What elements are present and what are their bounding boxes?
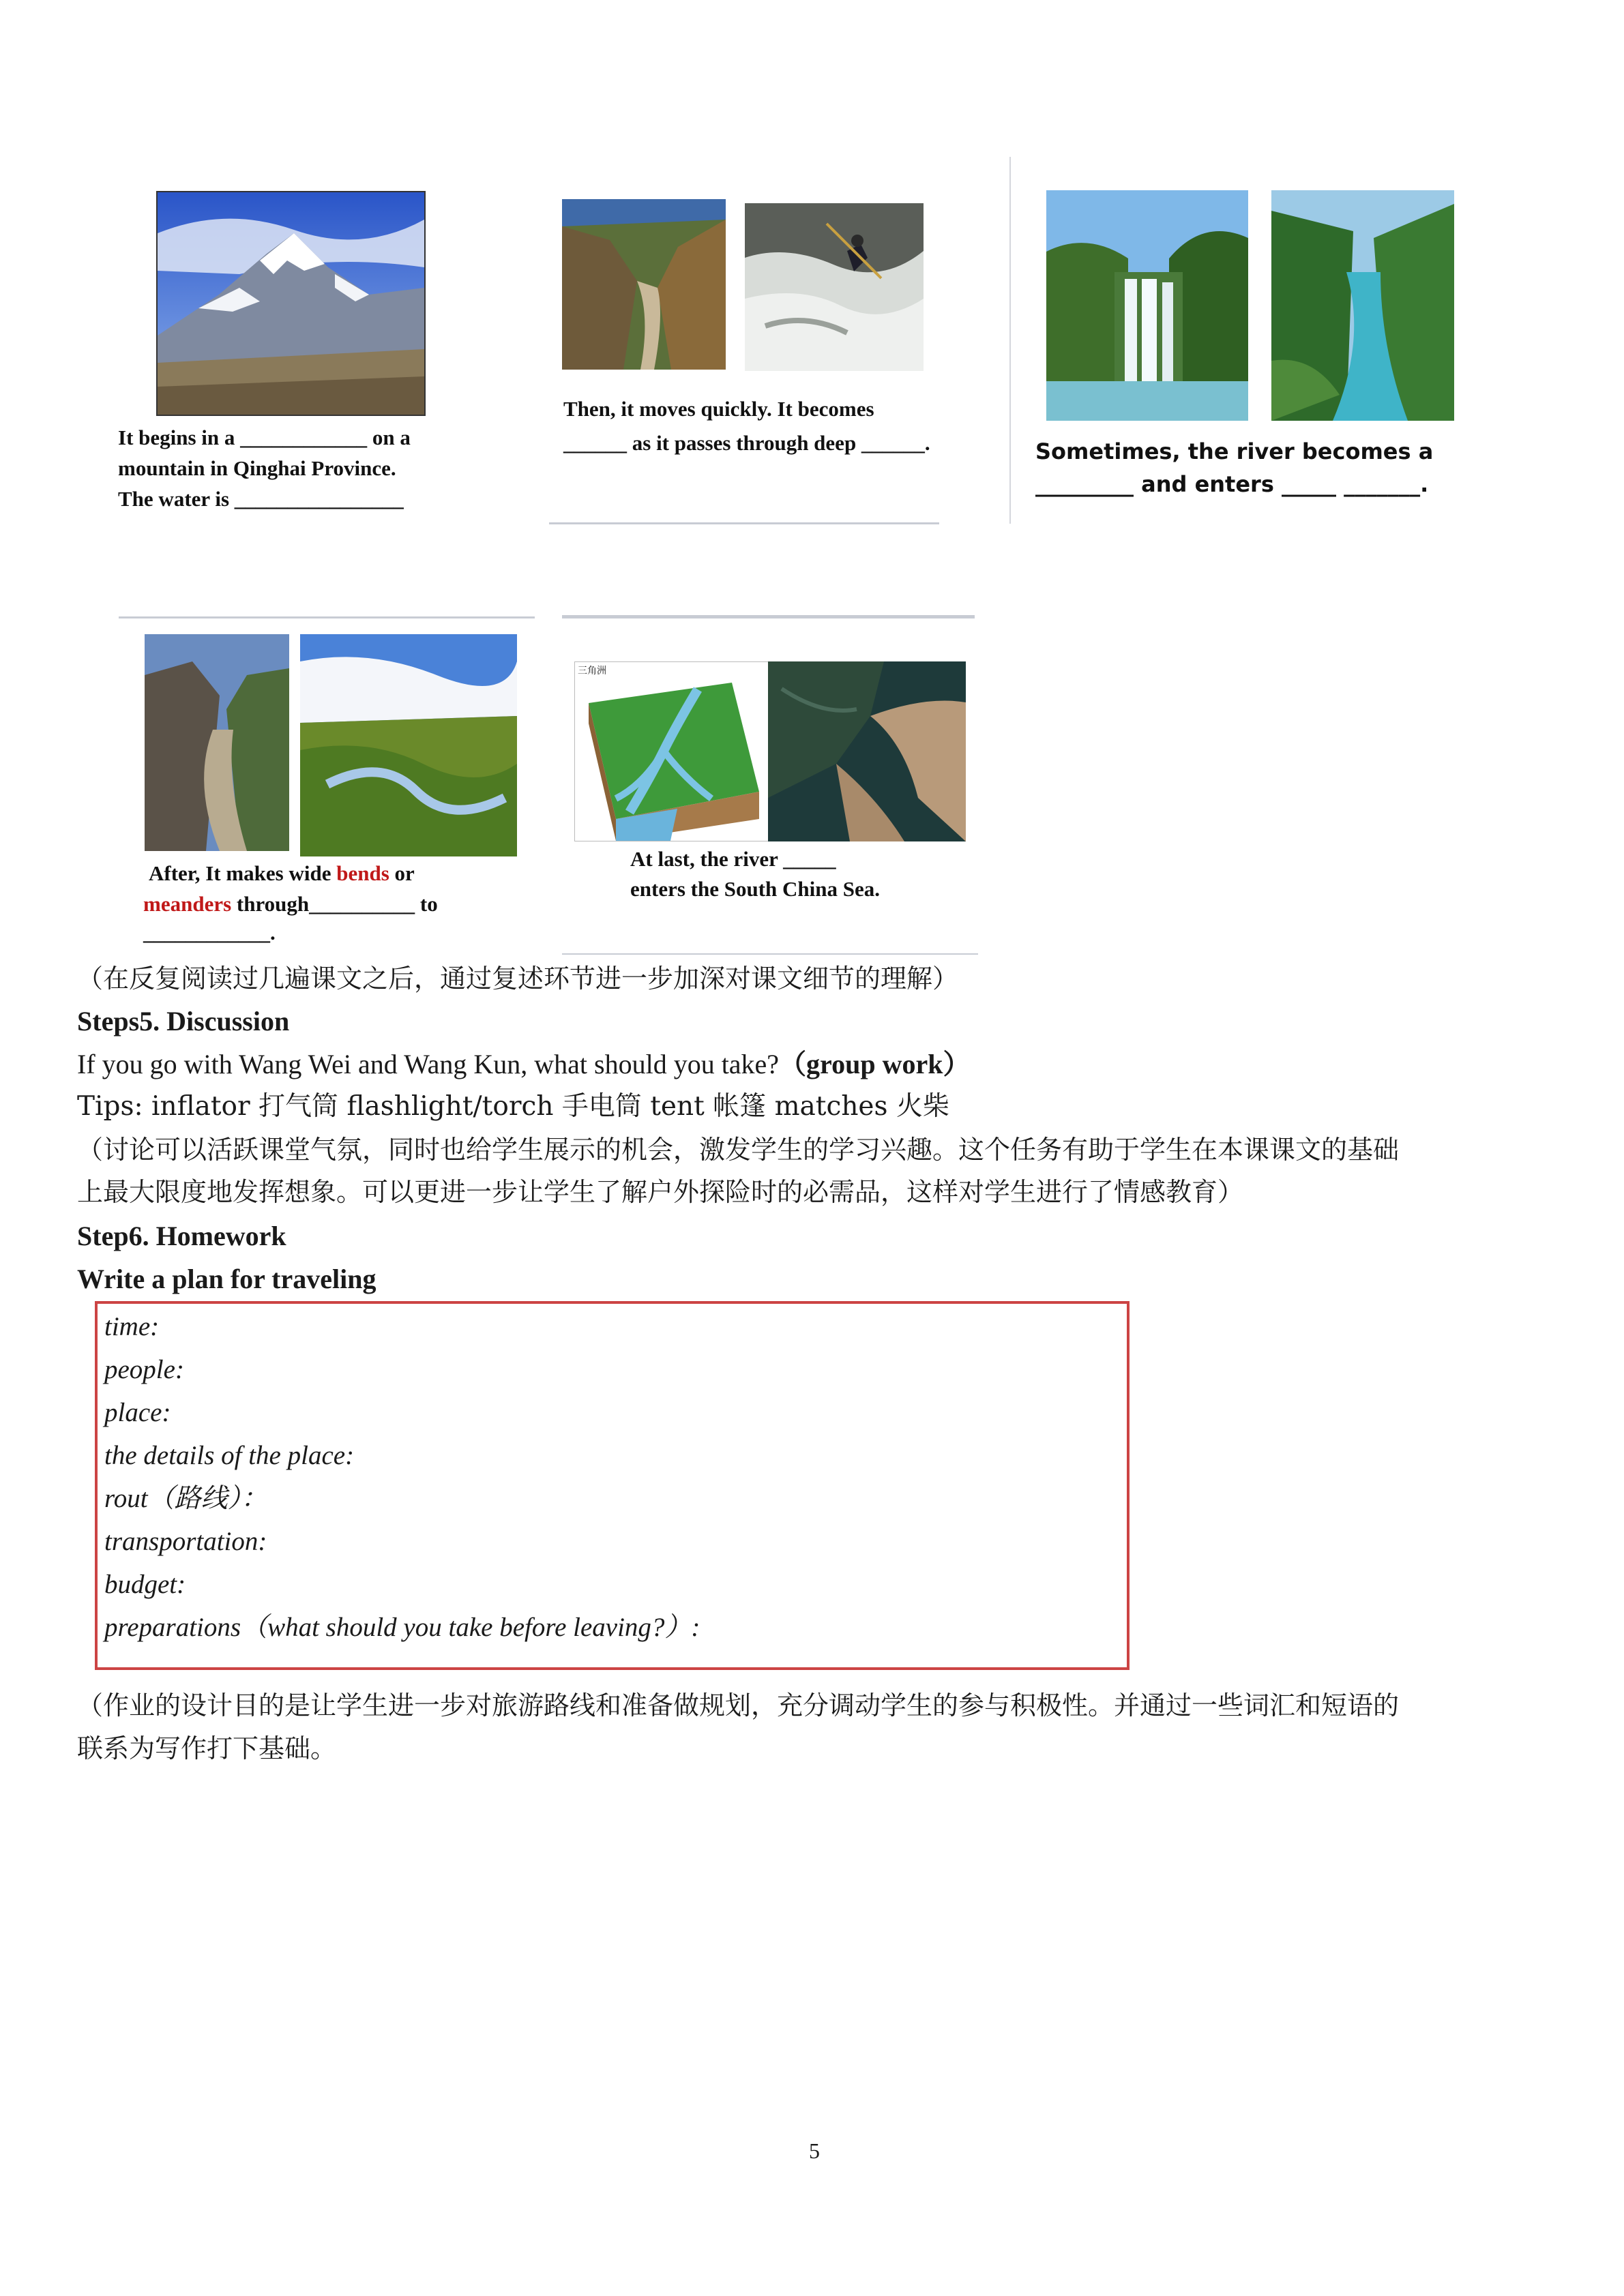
divider-vertical [1009,157,1011,524]
canyon-photo [562,199,726,370]
plan-field-route: rout（路线）： [104,1484,268,1513]
canyon-caption-line2: ______ as it passes through deep ______. [563,431,930,455]
delta-satellite-photo [768,661,966,841]
river-valley-photo [1271,190,1454,421]
source-caption-line1: It begins in a ____________ on a [118,426,411,449]
divider-line [549,522,939,524]
divider-line [562,615,975,618]
meander-caption-line3: ____________. [143,921,276,944]
delta-diagram-label: 三角洲 [578,666,606,676]
kayak-photo [745,203,924,371]
discussion-note-line1: （讨论可以活跃课堂气氛，同时也给学生展示的机会，激发学生的学习兴趣。这个任务有助于学生在本课课文的基础 [77,1135,1400,1165]
delta-caption-line2: enters the South China Sea. [630,877,881,901]
question-text: If you go with Wang Wei and Wang Kun, what should you take? [77,1049,780,1079]
gorge-photo [145,634,289,851]
bends-keyword: bends [336,861,389,885]
divider-line [562,953,978,955]
discussion-note-line2: 上最大限度地发挥想象。可以更进一步让学生了解户外探险时的必需品，这样对学生进行了情感教育） [77,1177,1244,1207]
canyon-caption-line1: Then, it moves quickly. It becomes [563,397,874,421]
meander-text-a: After, It makes wide [149,861,337,885]
plan-field-time: time: [104,1312,160,1341]
plan-field-people: people: [104,1355,184,1384]
plan-heading: Write a plan for traveling [77,1264,377,1294]
source-caption-line3: The water is ________________ [118,487,404,511]
tips-line: Tips: inflator 打气筒 flashlight/torch 手电筒 tent 帐篷 matches 火柴 [77,1091,949,1122]
waterfall-caption-line2: _________ and enters _____ _______. [1035,471,1429,497]
meander-caption-line1 [149,859,415,889]
waterfall-photo [1046,190,1248,421]
delta-diagram [574,661,772,841]
step5-question [77,1043,970,1086]
homework-note-line2: 联系为写作打下基础。 [77,1733,337,1763]
plan-field-budget: budget: [104,1570,186,1599]
meanders-keyword: meanders [143,892,232,916]
source-caption-line2: mountain in Qinghai Province. [118,456,396,480]
divider-line [119,616,535,618]
plan-field-transportation: transportation: [104,1527,267,1556]
meander-text-b: or [389,861,415,885]
plan-field-details: the details of the place: [104,1441,355,1470]
step6-heading: Step6. Homework [77,1221,286,1251]
retelling-note: （在反复阅读过几遍课文之后，通过复述环节进一步加深对课文细节的理解） [77,964,959,994]
meandering-river-photo [300,634,517,856]
meander-text-c: through__________ to [231,892,438,916]
mountain-photo [156,191,426,416]
meander-caption-line2 [143,889,438,919]
page-number: 5 [809,2138,820,2163]
waterfall-caption-line1: Sometimes, the river becomes a [1035,438,1434,464]
homework-note-line1: （作业的设计目的是让学生进一步对旅游路线和准备做规划，充分调动学生的参与积极性。并通过一些词汇和短语的 [77,1690,1400,1720]
delta-caption-line1: At last, the river _____ [630,847,836,871]
plan-field-place: place: [104,1398,171,1427]
step5-heading: Steps5. Discussion [77,1006,290,1037]
plan-field-preparations: preparations（what should you take before leaving?）: [104,1613,700,1642]
group-work-label: （group work） [779,1049,971,1079]
